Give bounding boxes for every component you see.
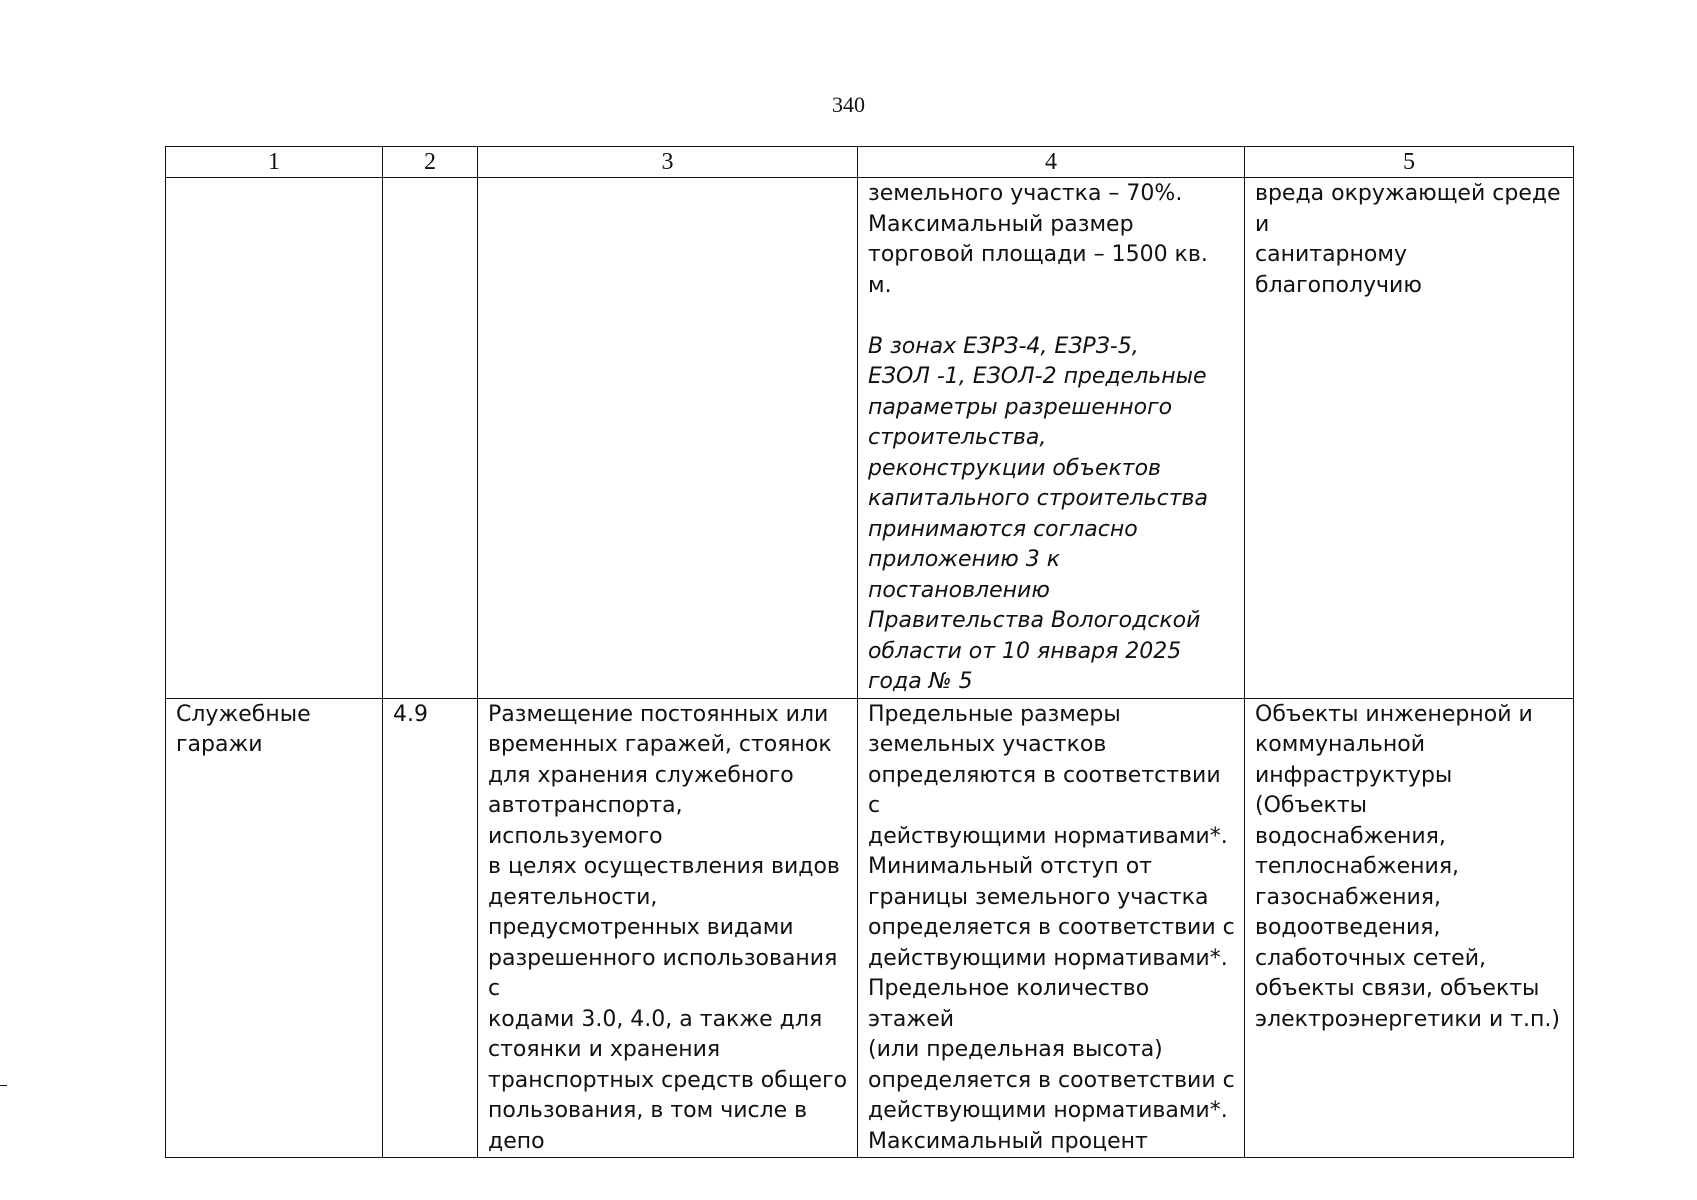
- italic-text-line: строительства,: [868, 425, 1047, 450]
- text-line: деятельности,: [488, 884, 658, 910]
- text-line: Предельное количество этажей: [868, 976, 1150, 1032]
- text-line: коммунальной: [1255, 732, 1425, 757]
- text-line: Служебные: [176, 701, 311, 727]
- italic-text-line: постановлению: [868, 577, 1050, 603]
- text-line: Максимальный размер: [868, 211, 1134, 237]
- text-line: Объекты инженерной и: [1255, 701, 1533, 727]
- text-line: торговой площади – 1500 кв. м.: [868, 242, 1208, 298]
- text-line: электроэнергетики и т.п.): [1255, 1006, 1561, 1032]
- text-line: 4.9: [393, 701, 428, 727]
- document-table: [165, 146, 1574, 1158]
- table-cell-empty: [478, 178, 858, 699]
- column-header: 1: [166, 147, 383, 178]
- italic-text-line: области от 10 января 2025: [868, 638, 1182, 664]
- table-cell-description: [478, 698, 858, 1158]
- text-line: депо: [488, 1128, 545, 1154]
- italic-text-line: года № 5: [868, 669, 973, 694]
- text-line: объекты связи, объекты: [1255, 976, 1540, 1001]
- text-line: слаботочных сетей,: [1255, 945, 1486, 971]
- text-line: определяются в соответствии с: [868, 762, 1221, 818]
- table-cell-restrictions: [1245, 698, 1574, 1158]
- italic-text-line: В зонах ЕЗРЗ-4, ЕЗРЗ-5,: [868, 333, 1139, 359]
- column-header: 3: [478, 147, 858, 178]
- text-line: определяется в соответствии с: [868, 915, 1235, 940]
- column-header: 4: [858, 147, 1245, 178]
- text-line: санитарному: [1255, 242, 1407, 267]
- table-cell-empty: [166, 178, 383, 699]
- text-line: в целях осуществления видов: [488, 854, 840, 879]
- paragraph-gap: [868, 301, 1236, 332]
- table-cell-parameters: [858, 698, 1245, 1158]
- text-line: Предельные размеры: [868, 701, 1121, 727]
- text-line: действующими нормативами*.: [868, 823, 1228, 849]
- text-line: инфраструктуры (Объекты: [1255, 762, 1453, 818]
- table-cell-code: [383, 698, 478, 1158]
- text-line: стоянки и хранения: [488, 1037, 721, 1062]
- italic-text-line: реконструкции объектов: [868, 455, 1162, 481]
- text-line: гаражи: [176, 732, 263, 757]
- column-header: 2: [383, 147, 478, 178]
- italic-text-line: параметры разрешенного: [868, 394, 1173, 420]
- text-line: транспортных средств общего: [488, 1067, 848, 1093]
- text-line: земельного участка – 70%.: [868, 181, 1183, 206]
- table-header-row: [166, 147, 1574, 178]
- table-row: [166, 178, 1574, 699]
- table-cell-empty: [383, 178, 478, 699]
- text-line: предусмотренных видами: [488, 915, 794, 940]
- text-line: кодами 3.0, 4.0, а также для: [488, 1006, 823, 1032]
- text-line: пользования, в том числе в: [488, 1098, 808, 1123]
- text-line: Размещение постоянных или: [488, 701, 829, 727]
- text-line: границы земельного участка: [868, 884, 1209, 910]
- italic-text-line: ЕЗОЛ -1, ЕЗОЛ-2 предельные: [868, 364, 1207, 389]
- column-header: 5: [1245, 147, 1574, 178]
- text-line: действующими нормативами*.: [868, 945, 1228, 971]
- text-line: Максимальный процент: [868, 1128, 1148, 1154]
- page-number: 340: [832, 92, 865, 117]
- table-row: [166, 698, 1574, 1158]
- table-cell-use-type: [166, 698, 383, 1158]
- margin-mark: [0, 1085, 7, 1086]
- text-line: временных гаражей, стоянок: [488, 732, 832, 757]
- text-line: (или предельная высота): [868, 1037, 1163, 1062]
- italic-text-line: приложению 3 к: [868, 547, 1060, 572]
- text-line: разрешенного использования с: [488, 945, 838, 1001]
- text-line: земельных участков: [868, 732, 1107, 757]
- text-line: водоотведения,: [1255, 915, 1441, 940]
- text-line: Минимальный отступ от: [868, 854, 1152, 879]
- text-line: благополучию: [1255, 272, 1422, 298]
- text-line: вреда окружающей среде и: [1255, 181, 1561, 237]
- text-line: водоснабжения,: [1255, 823, 1446, 849]
- text-line: действующими нормативами*.: [868, 1098, 1228, 1123]
- italic-text-line: капитального строительства: [868, 486, 1209, 511]
- table-cell-parameters: [858, 178, 1245, 699]
- text-line: для хранения служебного: [488, 762, 794, 788]
- italic-text-line: Правительства Вологодской: [868, 608, 1201, 633]
- table-cell-restrictions: [1245, 178, 1574, 699]
- italic-text-line: принимаются согласно: [868, 516, 1138, 542]
- text-line: определяется в соответствии с: [868, 1067, 1235, 1093]
- text-line: автотранспорта, используемого: [488, 793, 683, 849]
- text-line: газоснабжения,: [1255, 884, 1441, 910]
- text-line: теплоснабжения,: [1255, 854, 1460, 879]
